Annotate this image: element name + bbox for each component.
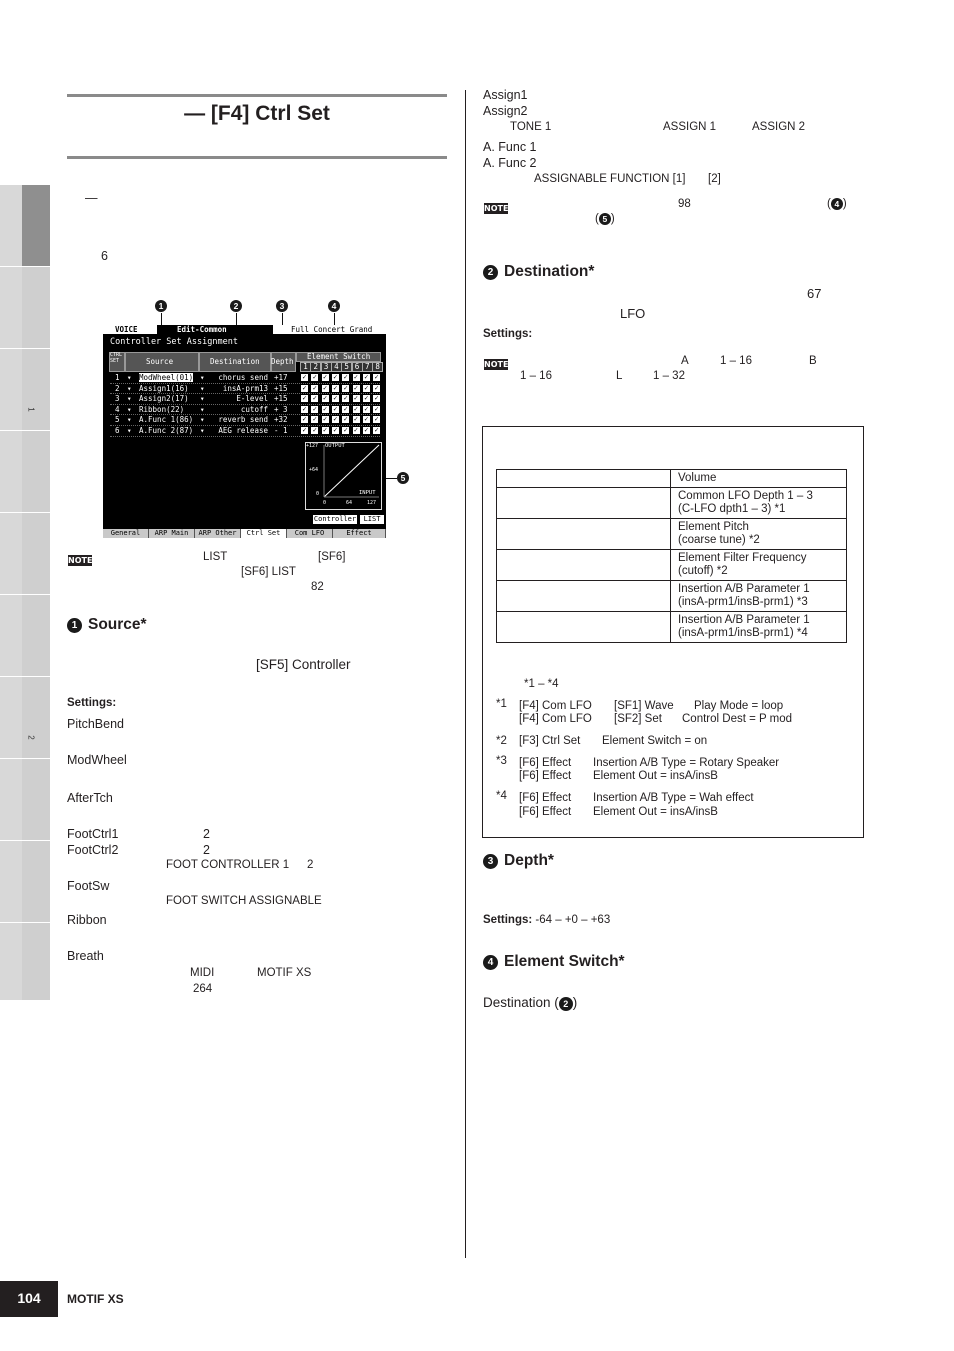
- lcd-element-switch-checkbox[interactable]: ✓: [353, 383, 359, 392]
- lcd-source-dropdown-icon[interactable]: ▾: [127, 383, 132, 393]
- lcd-row-destination[interactable]: chorus send: [218, 373, 268, 382]
- lcd-row-destination[interactable]: cutoff: [240, 404, 268, 414]
- dest-note-b: B: [809, 355, 817, 367]
- lcd-element-number: 3: [321, 362, 332, 372]
- lcd-row-depth[interactable]: +15: [274, 394, 288, 404]
- lcd-element-number: 2: [310, 362, 321, 372]
- lcd-element-switch-checkbox[interactable]: ✓: [364, 404, 369, 413]
- side-tab-2: [0, 677, 50, 759]
- lcd-element-switch-checkbox[interactable]: ✓: [374, 415, 379, 424]
- lcd-row-depth[interactable]: +32: [274, 415, 288, 425]
- lcd-element-switch-checkbox[interactable]: ✓: [312, 373, 317, 381]
- lcd-element-switch-checkbox[interactable]: ✓: [364, 426, 369, 434]
- lcd-voice-label: VOICE: [115, 325, 138, 334]
- depth-settings-label: Settings:: [483, 914, 533, 926]
- lcd-element-switch-checkbox[interactable]: ✓: [333, 404, 338, 413]
- footer-product: MOTIF XS: [67, 1292, 124, 1306]
- dest-note-a: A: [681, 355, 689, 367]
- lcd-row-source[interactable]: ModWheel(01): [139, 373, 194, 382]
- table-cell-line: (C-LFO dpth1 – 3) *1: [678, 503, 786, 515]
- table-cell-line: (insA-prm1/insB-prm1) *3: [678, 596, 808, 608]
- side-tab: [0, 431, 50, 513]
- lcd-row-number[interactable]: 2: [115, 383, 120, 393]
- table-row: [497, 488, 847, 519]
- right-afunc1: A. Func 1: [483, 140, 537, 154]
- table-cell-line: Element Pitch: [678, 521, 749, 533]
- depth-settings-value: -64 – +0 – +63: [535, 914, 611, 926]
- lcd-element-switch-checkbox[interactable]: ✓: [343, 383, 348, 392]
- lcd-element-switch-checkbox[interactable]: ✓: [353, 373, 359, 381]
- table-cell-left: [497, 612, 671, 643]
- table-cell-line: Volume: [678, 472, 717, 484]
- side-tab-1-label: 1: [26, 407, 36, 412]
- lcd-element-switch-checkbox[interactable]: ✓: [353, 426, 359, 434]
- lcd-tab-effect[interactable]: Effect: [333, 529, 386, 538]
- lcd-element-switch-checkbox[interactable]: ✓: [343, 394, 348, 403]
- intro-dash: —: [85, 191, 98, 205]
- table-cell-line: Insertion A/B Parameter 1: [678, 614, 810, 626]
- lcd-row-number[interactable]: 1: [115, 373, 120, 382]
- destination-heading: [483, 263, 594, 281]
- lcd-element-switch-checkbox[interactable]: ✓: [364, 383, 369, 392]
- footnote-3-mark: *3: [496, 755, 507, 767]
- lcd-row-divider: [110, 436, 380, 437]
- lcd-graph-output: OUTPUT: [325, 443, 345, 449]
- source-heading-text: Source*: [88, 616, 147, 633]
- source-foot-controller: FOOT CONTROLLER 1: [166, 859, 290, 871]
- table-row: [497, 550, 847, 581]
- side-tab: [0, 267, 50, 349]
- lcd-row-source[interactable]: A.Func 1(86): [139, 415, 194, 425]
- lcd-element-switch-checkbox[interactable]: ✓: [364, 415, 369, 424]
- column-divider: [465, 90, 466, 1258]
- element-switch-dest-ref: [483, 995, 577, 1011]
- dest-note-b-range: 1 – 16: [520, 370, 552, 382]
- footnote-1-b2: [SF2] Set: [614, 713, 662, 725]
- title-rule-bottom: [67, 156, 447, 159]
- table-cell-right: [671, 612, 847, 643]
- depth-heading-text: Depth*: [504, 852, 554, 869]
- callout-2: 2: [230, 300, 242, 312]
- lcd-element-switch-checkbox[interactable]: ✓: [302, 383, 307, 392]
- source-pitchbend: PitchBend: [67, 717, 124, 731]
- note2-page: 98: [678, 198, 691, 210]
- lcd-destination-dropdown-icon[interactable]: ▾: [200, 394, 205, 404]
- lcd-element-switch-checkbox[interactable]: ✓: [312, 383, 317, 392]
- lcd-tab-general[interactable]: General: [103, 529, 149, 538]
- table-row: [497, 519, 847, 550]
- lcd-row-source[interactable]: Assign1(16): [139, 383, 189, 393]
- dest-note-l: L: [616, 370, 623, 382]
- footnote-1-b1: [F4] Com LFO: [519, 713, 592, 725]
- callout-4: 4: [328, 300, 340, 312]
- depth-heading: [483, 852, 554, 870]
- lcd-element-switch-checkbox[interactable]: ✓: [333, 394, 338, 403]
- footnote-1-a3: Play Mode = loop: [694, 700, 784, 712]
- note-icon: NOTE: [484, 204, 509, 213]
- depth-settings: [483, 914, 610, 926]
- lcd-col-destination: Destination: [210, 357, 260, 366]
- lcd-tab-ctrl-set[interactable]: Ctrl Set: [241, 529, 287, 538]
- source-page264: 264: [193, 983, 213, 995]
- right-assignable-2: [2]: [708, 173, 721, 185]
- right-assign1: Assign1: [483, 88, 528, 102]
- lcd-element-number: 7: [362, 362, 373, 372]
- source-midi: MIDI: [190, 967, 215, 979]
- table-cell-line: Element Filter Frequency: [678, 552, 807, 564]
- note-icon: NOTE: [484, 360, 509, 369]
- footnote-3-b2: Element Out = insA/insB: [593, 770, 718, 782]
- lcd-tab-arp-main[interactable]: ARP Main: [149, 529, 195, 538]
- lcd-list-button[interactable]: LIST: [360, 515, 384, 524]
- right-assign1-caps: ASSIGN 1: [663, 121, 717, 133]
- table-cell-right: [671, 470, 847, 488]
- side-tab-active: [0, 185, 50, 267]
- table-cell-left: [497, 550, 671, 581]
- destination-page67: 67: [807, 286, 822, 301]
- lcd-row-depth[interactable]: + 3: [274, 404, 288, 414]
- table-cell-right: [671, 581, 847, 612]
- lcd-row-depth[interactable]: - 1: [274, 426, 288, 435]
- lcd-element-switch-checkbox[interactable]: ✓: [302, 404, 307, 413]
- table-cell-left: [497, 488, 671, 519]
- lcd-element-switch-checkbox[interactable]: ✓: [333, 373, 338, 381]
- table-cell-left: [497, 581, 671, 612]
- source-settings-label: Settings:: [67, 697, 117, 709]
- side-tab-1: [0, 349, 50, 431]
- source-ribbon: Ribbon: [67, 913, 107, 927]
- footnote-3-a2: Insertion A/B Type = Rotary Speaker: [593, 757, 780, 769]
- lcd-element-switch-checkbox[interactable]: ✓: [302, 415, 307, 424]
- lcd-destination-dropdown-icon[interactable]: ▾: [200, 404, 205, 414]
- lcd-element-number: 8: [372, 362, 383, 372]
- title-rule-top: [67, 94, 447, 97]
- lcd-element-switch-checkbox[interactable]: ✓: [353, 404, 359, 413]
- source-sf5: [SF5] Controller: [256, 657, 351, 672]
- destination-heading-text: Destination*: [504, 263, 595, 280]
- lcd-tab-arp-other[interactable]: ARP Other: [195, 529, 241, 538]
- lcd-row-destination[interactable]: reverb send: [218, 415, 268, 425]
- note1-sf6: [SF6]: [318, 551, 346, 563]
- lcd-edit-common: Edit-Common: [177, 325, 227, 334]
- lcd-element-switch-checkbox[interactable]: ✓: [364, 373, 369, 381]
- side-tab-2-label: 2: [26, 735, 36, 740]
- side-tab: [0, 759, 50, 841]
- side-tab: [0, 923, 50, 1001]
- lcd-element-switch-checkbox[interactable]: ✓: [353, 415, 359, 424]
- footnote-1-mark: *1: [496, 698, 507, 710]
- lcd-col-element-switch: Element Switch: [307, 352, 371, 361]
- lcd-element-switch-checkbox[interactable]: ✓: [374, 383, 379, 392]
- page-title: — [F4] Ctrl Set: [184, 102, 330, 125]
- lcd-row-destination[interactable]: AEG release: [218, 426, 268, 435]
- table-cell-line: (insA-prm1/insB-prm1) *4: [678, 627, 808, 639]
- source-footctrl2: FootCtrl2: [67, 843, 119, 857]
- lcd-graph-input: INPUT: [359, 490, 376, 496]
- callout-5: 5: [397, 472, 409, 484]
- lcd-element-switch-checkbox[interactable]: ✓: [322, 404, 328, 413]
- footnote-1-a1: [F4] Com LFO: [519, 700, 592, 712]
- element-switch-number-badge: 4: [483, 955, 498, 970]
- lcd-element-switch-checkbox[interactable]: ✓: [364, 394, 369, 403]
- note2-ref4: ( 4 ): [827, 198, 847, 210]
- lcd-element-switch-checkbox[interactable]: ✓: [322, 415, 328, 424]
- table-cell-line: (coarse tune) *2: [678, 534, 760, 546]
- lcd-graph-y-top: +127: [306, 443, 319, 449]
- destination-table: [496, 469, 847, 643]
- ref-badge-4: 4: [831, 198, 843, 210]
- footnote-2-a2: Element Switch = on: [602, 735, 708, 747]
- lcd-element-switch-checkbox[interactable]: ✓: [333, 383, 338, 392]
- lcd-col-depth: Depth: [271, 357, 294, 366]
- right-assignable: ASSIGNABLE FUNCTION [1]: [534, 173, 686, 185]
- note2-ref5: ( 5 ): [595, 213, 615, 225]
- footnote-4-b1: [F6] Effect: [519, 806, 572, 818]
- lcd-element-switch-checkbox[interactable]: ✓: [353, 394, 359, 403]
- note1-page: 82: [311, 581, 324, 593]
- lcd-element-switch-checkbox[interactable]: ✓: [312, 426, 317, 434]
- source-footsw: FootSw: [67, 879, 110, 893]
- side-tab: [0, 841, 50, 923]
- lcd-element-switch-checkbox[interactable]: ✓: [343, 373, 348, 381]
- footnote-1-b3: Control Dest = P mod: [682, 713, 793, 725]
- lcd-row-number[interactable]: 3: [115, 394, 120, 404]
- lcd-element-switch-checkbox[interactable]: ✓: [374, 373, 379, 381]
- element-switch-dest-close: ): [572, 995, 578, 1010]
- table-cell-line: Common LFO Depth 1 – 3: [678, 490, 813, 502]
- element-switch-dest-text: Destination (: [483, 995, 559, 1010]
- lcd-element-switch-checkbox[interactable]: ✓: [312, 415, 317, 424]
- note-icon: NOTE: [68, 556, 93, 565]
- lcd-graph-x0: 0: [323, 500, 327, 506]
- lcd-graph-y-mid: +64: [309, 467, 319, 473]
- page-number: 104: [0, 1281, 58, 1317]
- lcd-graph-y-bot: 0: [316, 491, 320, 497]
- lcd-graph-x64: 64: [346, 500, 353, 506]
- lcd-source-dropdown-icon[interactable]: ▾: [127, 373, 132, 382]
- lcd-element-number: 5: [341, 362, 352, 372]
- ref-badge-2: 2: [559, 997, 573, 1011]
- table-row: [497, 581, 847, 612]
- side-tabs: [0, 185, 50, 1000]
- footnote-2-mark: *2: [496, 735, 507, 747]
- source-modwheel: ModWheel: [67, 753, 127, 767]
- lcd-controller-button[interactable]: Controller: [313, 515, 357, 523]
- note1-sf6-list: [SF6] LIST: [241, 566, 296, 578]
- right-tone1: TONE 1: [510, 121, 552, 133]
- source-heading: [67, 616, 147, 634]
- footnote-4-a1: [F6] Effect: [519, 792, 572, 804]
- lcd-row-number[interactable]: 5: [115, 415, 120, 425]
- lcd-row-source[interactable]: A.Func 2(87): [139, 426, 194, 435]
- lcd-element-switch-checkbox[interactable]: ✓: [302, 426, 307, 434]
- callout-3: 3: [276, 300, 288, 312]
- lcd-element-switch-checkbox[interactable]: ✓: [302, 394, 307, 403]
- destination-lfo: LFO: [620, 306, 646, 321]
- footnote-4-a2: Insertion A/B Type = Wah effect: [593, 792, 754, 804]
- lcd-element-number: 6: [352, 362, 363, 372]
- lcd-destination-dropdown-icon[interactable]: ▾: [200, 383, 205, 393]
- depth-number-badge: 3: [483, 854, 498, 869]
- callout-1: 1: [155, 300, 167, 312]
- footnote-3-a1: [F6] Effect: [519, 757, 572, 769]
- lcd-element-switch-checkbox[interactable]: ✓: [374, 426, 379, 434]
- lcd-element-switch-checkbox[interactable]: ✓: [333, 426, 338, 434]
- lcd-element-switch-checkbox[interactable]: ✓: [333, 415, 338, 424]
- lcd-element-number: 4: [331, 362, 342, 372]
- source-footctrl2-num: 2: [203, 843, 210, 857]
- lcd-element-switch-checkbox[interactable]: ✓: [374, 394, 379, 403]
- lcd-col-set: SET: [110, 358, 120, 364]
- element-switch-heading-text: Element Switch*: [504, 953, 625, 970]
- right-afunc2: A. Func 2: [483, 156, 537, 170]
- lcd-element-switch-checkbox[interactable]: ✓: [312, 404, 317, 413]
- ref-badge-5: 5: [599, 213, 611, 225]
- lcd-row-destination[interactable]: insA-prm13: [222, 383, 268, 393]
- lcd-element-switch-checkbox[interactable]: ✓: [374, 404, 379, 413]
- table-cell-left: [497, 519, 671, 550]
- footnote-range: *1 – *4: [524, 678, 559, 690]
- footnote-3-b1: [F6] Effect: [519, 770, 572, 782]
- table-cell-right: [671, 488, 847, 519]
- destination-settings-label: Settings:: [483, 328, 533, 340]
- source-foot-switch: FOOT SWITCH ASSIGNABLE: [166, 895, 322, 907]
- lcd-source-dropdown-icon[interactable]: ▾: [127, 415, 132, 425]
- lcd-destination-dropdown-icon[interactable]: ▾: [200, 415, 205, 425]
- lcd-element-switch-checkbox[interactable]: ✓: [343, 426, 348, 434]
- lcd-source-dropdown-icon[interactable]: ▾: [127, 394, 132, 404]
- dest-note-a-range: 1 – 16: [720, 355, 752, 367]
- lcd-voice-name: Full Concert Grand: [291, 325, 373, 334]
- element-switch-heading: [483, 953, 625, 971]
- lcd-col-ctrl: CTRL: [110, 352, 123, 358]
- lcd-row-depth[interactable]: +17: [274, 373, 288, 382]
- lcd-element-switch-checkbox[interactable]: ✓: [322, 394, 328, 403]
- lcd-row-destination[interactable]: E-level: [236, 394, 268, 404]
- source-aftertch: AfterTch: [67, 791, 113, 805]
- table-cell-right: [671, 519, 847, 550]
- lcd-row-source[interactable]: Ribbon(22): [139, 404, 185, 414]
- lcd-element-switch-checkbox[interactable]: ✓: [322, 426, 328, 434]
- lcd-source-dropdown-icon[interactable]: ▾: [127, 426, 132, 435]
- lcd-row-depth[interactable]: +15: [274, 383, 288, 393]
- source-footctrl1: FootCtrl1: [67, 827, 119, 841]
- table-cell-right: [671, 550, 847, 581]
- source-number-badge: 1: [67, 618, 82, 633]
- table-row: [497, 612, 847, 643]
- lcd-element-switch-checkbox[interactable]: ✓: [312, 394, 317, 403]
- lcd-source-dropdown-icon[interactable]: ▾: [127, 404, 132, 414]
- note1-list: LIST: [203, 551, 228, 563]
- lcd-screen: [103, 325, 386, 538]
- source-breath: Breath: [67, 949, 104, 963]
- lcd-row-number[interactable]: 6: [115, 426, 120, 435]
- intro-six: 6: [101, 249, 108, 263]
- right-assign2: Assign2: [483, 104, 528, 118]
- source-footctrl1-num: 2: [203, 827, 210, 841]
- lcd-element-switch-checkbox[interactable]: ✓: [343, 415, 348, 424]
- side-tab: [0, 513, 50, 595]
- lcd-element-switch-checkbox[interactable]: ✓: [322, 383, 328, 392]
- footnote-4-mark: *4: [496, 790, 507, 802]
- lcd-screen-title: Controller Set Assignment: [110, 337, 238, 347]
- footnote-2-a1: [F3] Ctrl Set: [519, 735, 581, 747]
- table-cell-line: Insertion A/B Parameter 1: [678, 583, 810, 595]
- lcd-destination-dropdown-icon[interactable]: ▾: [200, 373, 205, 382]
- table-cell-line: (cutoff) *2: [678, 565, 728, 577]
- lcd-tab-com-lfo[interactable]: Com LFO: [287, 529, 333, 538]
- right-assign2-caps: ASSIGN 2: [752, 121, 806, 133]
- lcd-col-source: Source: [146, 357, 174, 366]
- destination-number-badge: 2: [483, 265, 498, 280]
- lcd-element-number: 1: [300, 362, 311, 372]
- footnote-1-a2: [SF1] Wave: [614, 700, 674, 712]
- lcd-row-number[interactable]: 4: [115, 404, 120, 414]
- side-tab: [0, 595, 50, 677]
- lcd-element-switch-checkbox[interactable]: ✓: [343, 404, 348, 413]
- source-foot-controller-2: 2: [307, 859, 314, 871]
- footnote-4-b2: Element Out = insA/insB: [593, 806, 718, 818]
- lcd-row-source[interactable]: Assign2(17): [139, 394, 189, 404]
- table-cell-left: [497, 470, 671, 488]
- lcd-element-switch-checkbox[interactable]: ✓: [302, 373, 307, 381]
- lcd-element-switch-checkbox[interactable]: ✓: [322, 373, 328, 381]
- lcd-graph-x127: 127: [367, 500, 377, 506]
- lcd-destination-dropdown-icon[interactable]: ▾: [200, 426, 205, 435]
- table-row: [497, 470, 847, 488]
- source-motif: MOTIF XS: [257, 967, 312, 979]
- dest-note-l-range: 1 – 32: [653, 370, 685, 382]
